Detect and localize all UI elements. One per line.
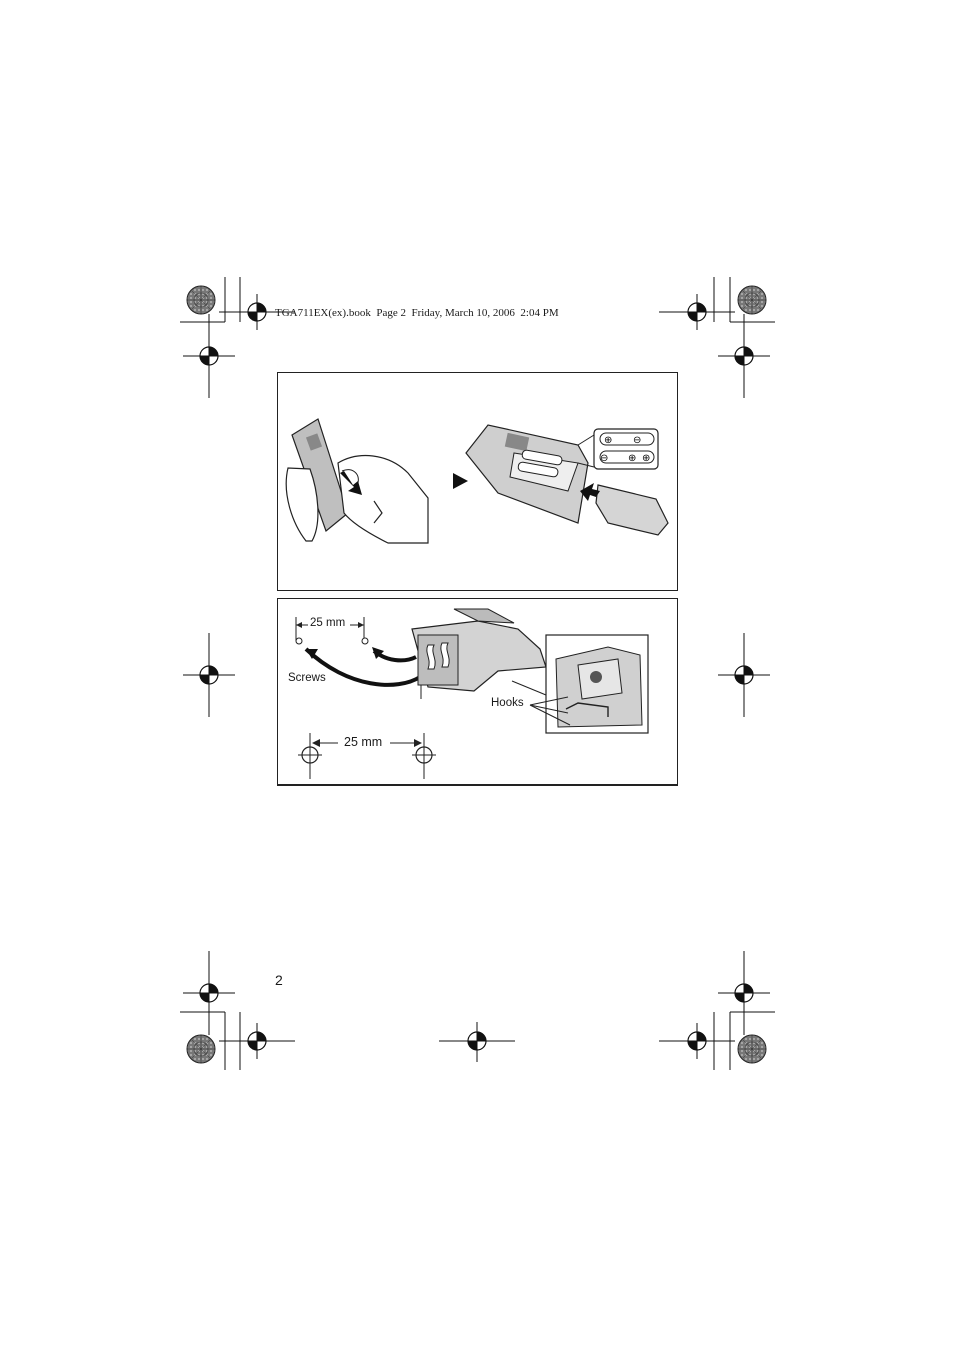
screw-distance-label: 25 mm xyxy=(310,617,346,629)
polarity-symbol: ⊖ xyxy=(633,435,642,446)
battery-installation-illustration xyxy=(278,373,677,590)
wall-mounting-panel xyxy=(277,598,678,786)
next-step-arrow-icon xyxy=(453,473,468,489)
battery-installation-panel xyxy=(277,372,678,591)
screws-label: Screws xyxy=(288,672,326,684)
handset-open-battery-illustration xyxy=(466,425,668,535)
base-unit-illustration xyxy=(412,609,546,699)
book-file-info: TGA711EX(ex).book Page 2 Friday, March 10, 2006 2:04 PM xyxy=(275,307,559,319)
polarity-symbol: ⊕ xyxy=(628,453,637,464)
polarity-symbol: ⊕ xyxy=(604,435,613,446)
template-distance-label: 25 mm xyxy=(344,735,383,749)
handset-in-hand-illustration xyxy=(286,419,428,543)
polarity-symbol: ⊕ xyxy=(642,453,651,464)
hooks-label: Hooks xyxy=(491,697,524,709)
hooks-detail-inset xyxy=(530,635,648,733)
polarity-symbol: ⊖ xyxy=(600,453,609,464)
page-number: 2 xyxy=(275,972,283,988)
